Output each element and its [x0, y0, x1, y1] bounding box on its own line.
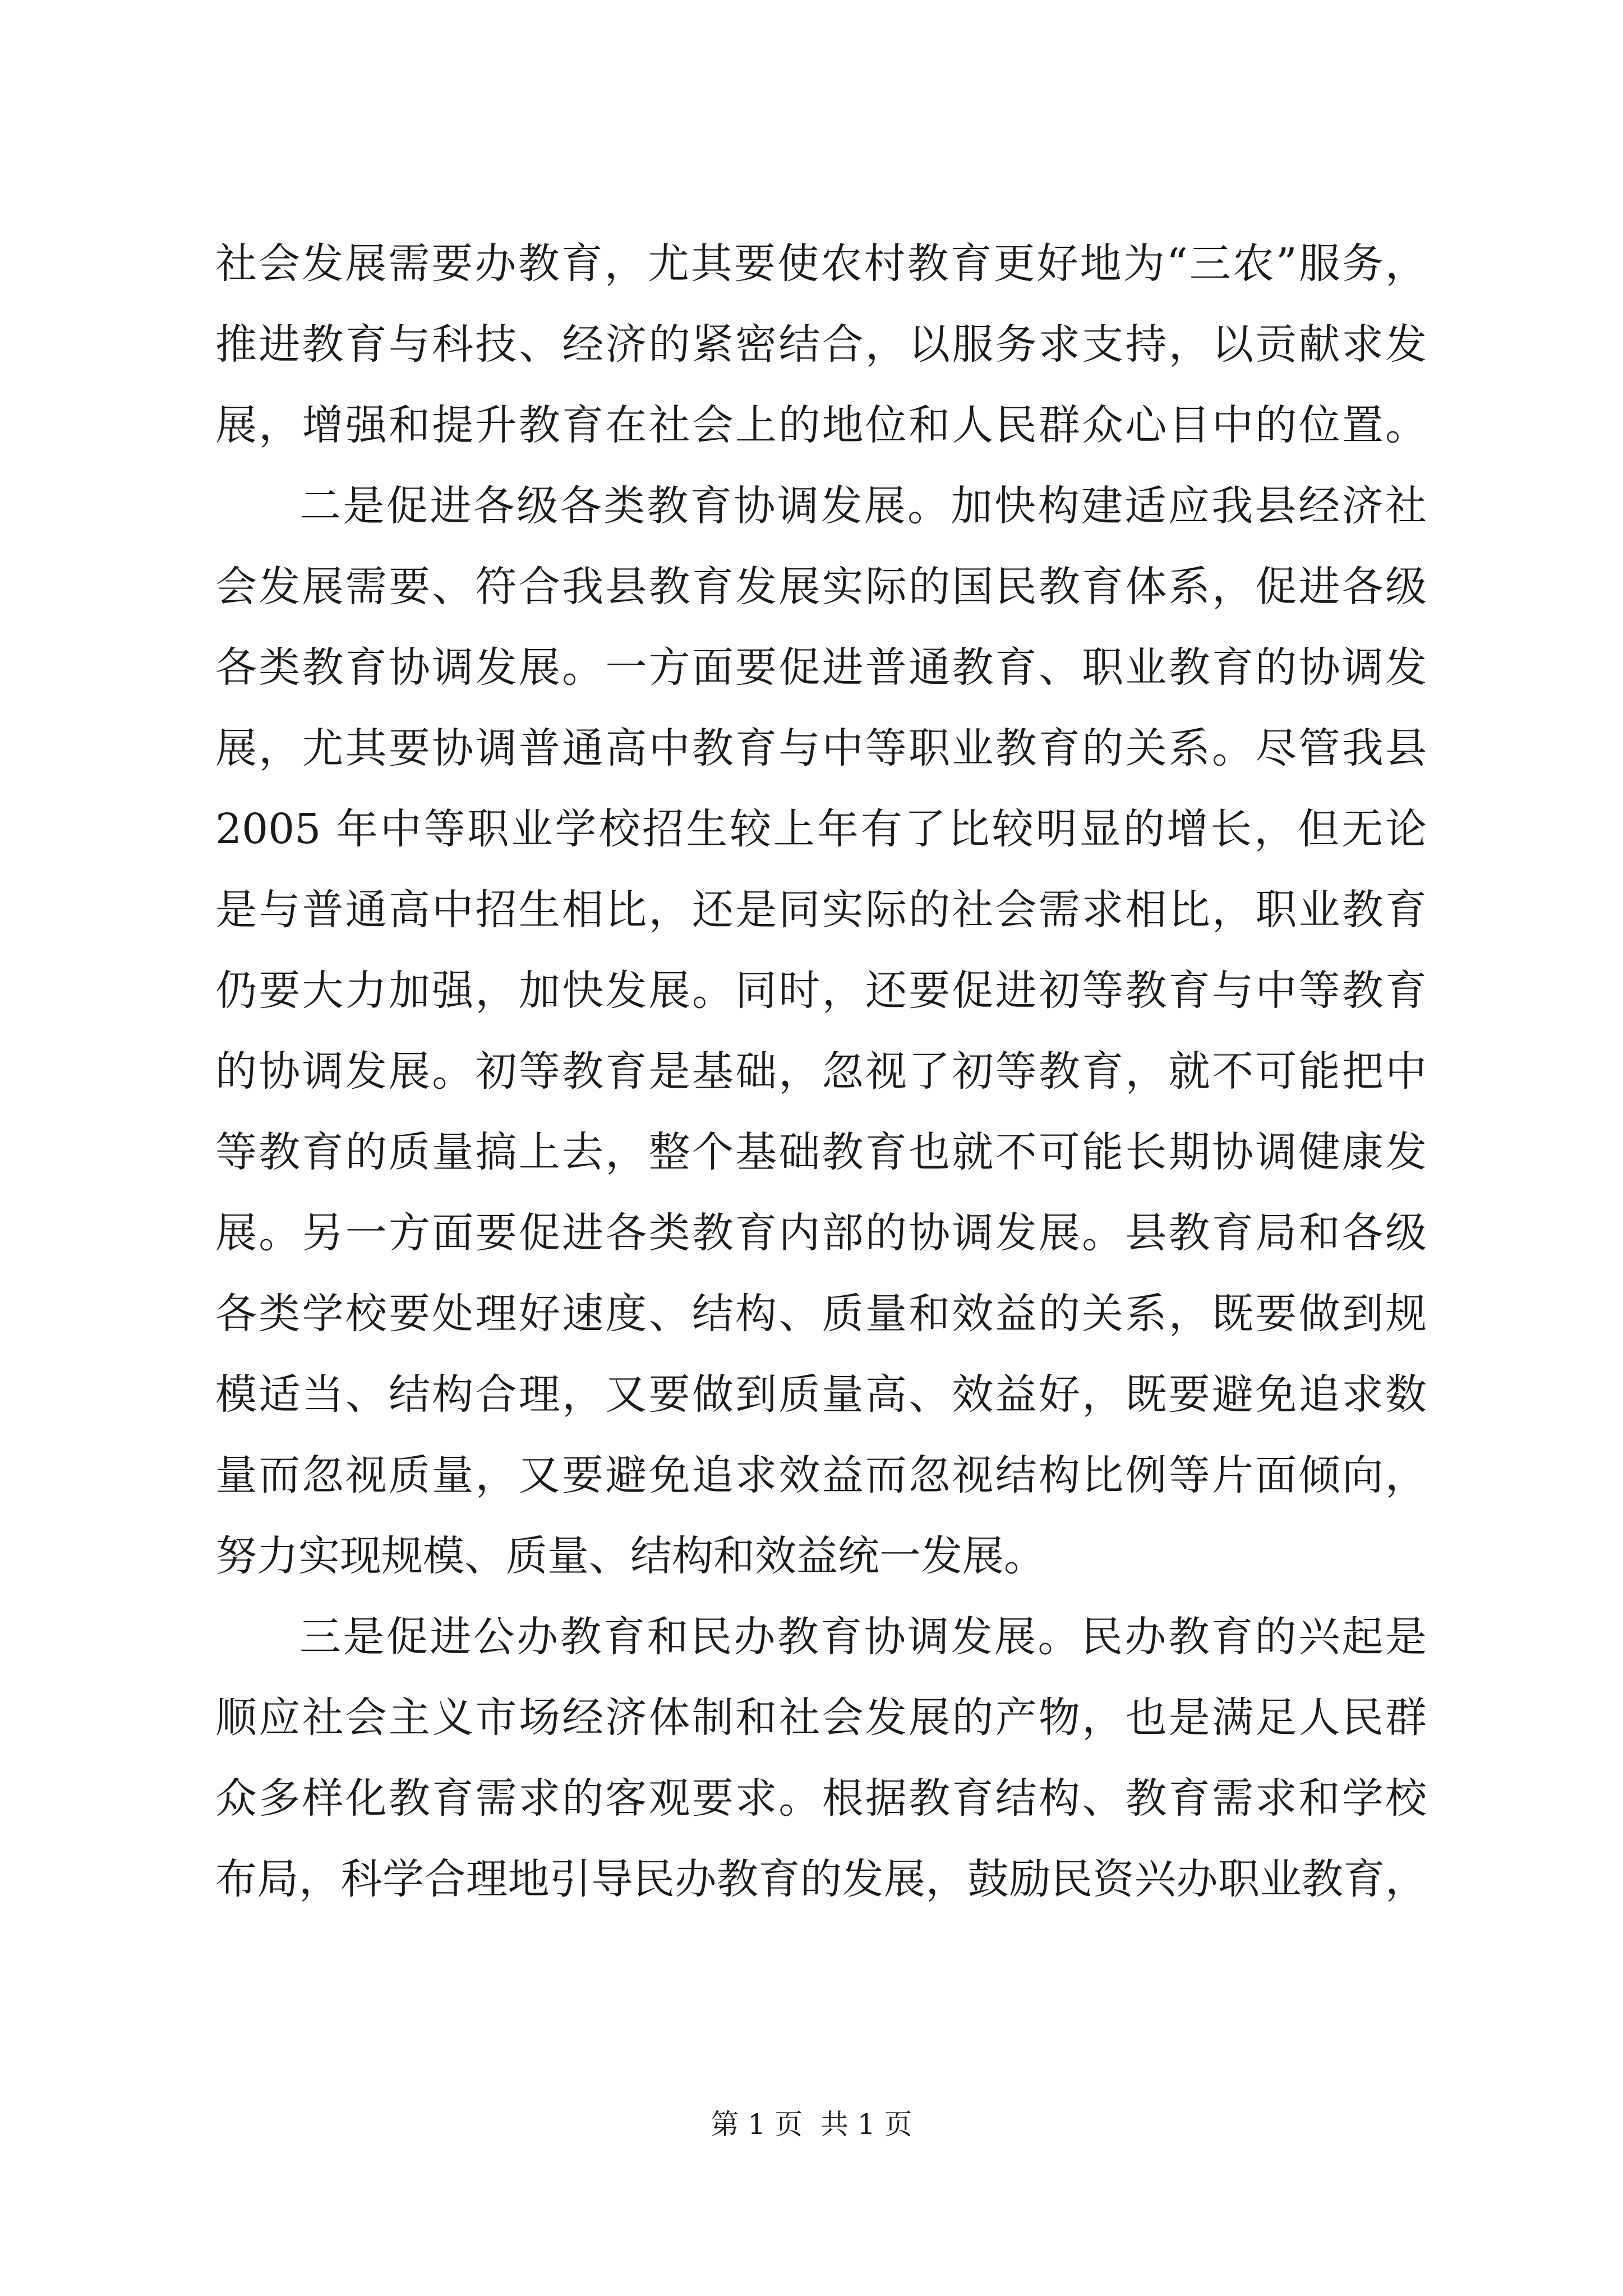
- text-line: 众多样化教育需求的客观要求。根据教育结构、教育需求和学校: [215, 1774, 1427, 1823]
- text-line: 仍要大力加强，加快发展。同时，还要促进初等教育与中等教育: [215, 967, 1427, 1015]
- text-line: 社会发展需要办教育，尤其要使农村教育更好地为“三农”服务，: [215, 240, 1427, 288]
- paragraph-start-line: 二是促进各级各类教育协调发展。加快构建适应我县经济社: [299, 482, 1427, 530]
- text-line: 顺应社会主义市场经济体制和社会发展的产物，也是满足人民群: [215, 1694, 1427, 1742]
- text-line: 等教育的质量搞上去，整个基础教育也就不可能长期协调健康发: [215, 1128, 1427, 1176]
- text-line: 各类学校要处理好速度、结构、质量和效益的关系，既要做到规: [215, 1290, 1427, 1338]
- paragraph-start-line: 三是促进公办教育和民办教育协调发展。民办教育的兴起是: [299, 1613, 1427, 1661]
- text-line: 量而忽视质量，又要避免追求效益而忽视结构比例等片面倾向，: [215, 1451, 1427, 1499]
- text-line: 会发展需要、符合我县教育发展实际的国民教育体系，促进各级: [215, 563, 1427, 611]
- page-footer: [0, 2105, 1623, 2144]
- text-line: 模适当、结构合理，又要做到质量高、效益好，既要避免追求数: [215, 1370, 1427, 1419]
- text-line: 是与普通高中招生相比，还是同实际的社会需求相比，职业教育: [215, 886, 1427, 934]
- text-line: 的协调发展。初等教育是基础，忽视了初等教育，就不可能把中: [215, 1047, 1427, 1096]
- page-number: 第 1 页 共 1 页: [711, 2108, 912, 2141]
- text-line: 推进教育与科技、经济的紧密结合，以服务求支持，以贡献求发: [215, 320, 1427, 369]
- document-body: [215, 223, 1427, 1920]
- text-line: 展。另一方面要促进各类教育内部的协调发展。县教育局和各级: [215, 1209, 1427, 1257]
- text-line: 2005 年中等职业学校招生较上年有了比较明显的增长，但无论: [215, 805, 1427, 853]
- text-line: 布局，科学合理地引导民办教育的发展，鼓励民资兴办职业教育，: [215, 1855, 1427, 1903]
- text-line: 展，尤其要协调普通高中教育与中等职业教育的关系。尽管我县: [215, 724, 1427, 772]
- text-line: 各类教育协调发展。一方面要促进普通教育、职业教育的协调发: [215, 643, 1427, 692]
- text-line: 展，增强和提升教育在社会上的地位和人民群众心目中的位置。: [215, 401, 1427, 449]
- paragraph-end-line: 努力实现规模、质量、结构和效益统一发展。: [215, 1532, 1045, 1580]
